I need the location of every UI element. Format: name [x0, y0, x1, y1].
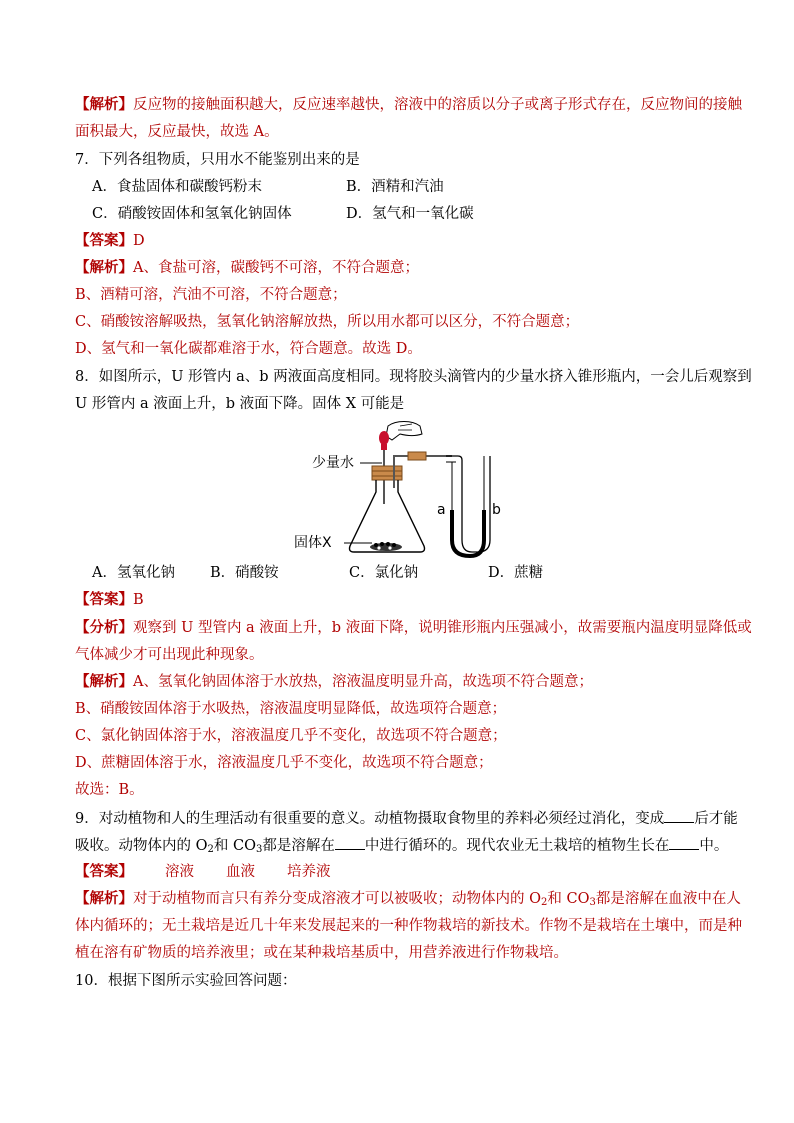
q8-option-b: B．硝酸铵 [210, 565, 279, 581]
q7-analysis-line1: 【解析】A、食盐可溶，碳酸钙不可溶，不符合题意； [75, 259, 419, 276]
q8-analysis-line2: B、硝酸铵固体溶于水吸热，溶液温度明显降低，故选项符合题意； [75, 701, 507, 717]
analysis-tag: 【解析】 [75, 259, 133, 276]
q9-analysis-line3: 植在溶有矿物质的培养液里；或在某种栽培基质中，用营养液进行作物栽培。 [75, 945, 568, 961]
q6-analysis-line2: 面积最大，反应最快，故选 A。 [75, 124, 279, 140]
hand-illustration [386, 422, 422, 441]
q7-option-d: D．氢气和一氧化碳 [346, 206, 474, 222]
q8-stem-line1: 8．如图所示，U 形管内 a、b 两液面高度相同。现将胶头滴管内的少量水挤入锥形瓶内，一会儿后观察到 [75, 369, 752, 385]
q8-option-a: A．氢氧化钠 [92, 565, 175, 581]
q7-analysis-line3: C、硝酸铵溶解吸热，氢氧化钠溶解放热，所以用水都可以区分，不符合题意； [75, 314, 580, 330]
analysis-tag: 【解析】 [75, 890, 133, 907]
solid-x-pile [370, 542, 402, 551]
q7-analysis-line4: D、氢气和一氧化碳都难溶于水，符合题意。故选 D。 [75, 341, 422, 357]
rubber-connector [408, 452, 426, 460]
q7-stem: 7．下列各组物质，只用水不能鉴别出来的是 [75, 152, 360, 168]
q8-analysis-line4: D、蔗糖固体溶于水，溶液温度几乎不变化，故选项不符合题意； [75, 755, 493, 771]
q8-option-c: C．氯化钠 [349, 565, 419, 581]
q7-option-a: A．食盐固体和碳酸钙粉末 [92, 179, 262, 195]
blank-3 [669, 835, 699, 850]
q9-analysis-line2: 体内循环的；无土栽培是近几十年来发展起来的一种作物栽培的新技术。作物不是栽培在土壤中，而是种 [75, 918, 742, 934]
q7-option-b: B．酒精和汽油 [346, 179, 444, 195]
q7-option-c: C．硝酸铵固体和氢氧化钠固体 [92, 206, 292, 222]
q9-analysis-line1: 【解析】对于动植物而言只有养分变成溶液才可以被吸收；动物体内的 $O_2$和 $CO_3$都是溶解在血液中在人 [75, 890, 741, 908]
q8-analysis-line1: 【解析】A、氢氧化钠固体溶于水放热，溶液温度明显升高，故选项不符合题意； [75, 673, 593, 690]
blank-2 [335, 835, 365, 850]
q8-option-d: D．蔗糖 [488, 565, 544, 581]
q9-stem-line2: 吸收。动物体内的 $O_2$和 $CO_3$都是溶解在 中进行循环的。现代农业无土栽培的植物生长在 中。 [75, 835, 725, 860]
q6-analysis-line1: 【解析】反应物的接触面积越大，反应速率越快，溶液中的溶质以分子或离子形式存在，反应物间的接触 [75, 96, 742, 113]
q8-fenxi-line1: 【分析】观察到 U 型管内 a 液面上升，b 液面下降，说明锥形瓶内压强减小，故需要瓶内温度明显降低或 [75, 619, 752, 636]
conical-flask [350, 480, 425, 552]
dropper-neck [381, 444, 387, 450]
q9-answer: 【答案】 溶液 血液 培养液 [75, 863, 331, 880]
answer-tag: 【答案】 [75, 591, 133, 608]
analysis-tag: 【解析】 [75, 96, 133, 113]
label-solid-x: 固体X [294, 535, 332, 551]
u-tube-liquid [452, 510, 484, 556]
q10-stem: 10．根据下图所示实验回答问题： [75, 973, 297, 989]
q8-fenxi-line2: 气体减少才可出现此种现象。 [75, 647, 264, 663]
q7-analysis-line2: B、酒精可溶，汽油不可溶，不符合题意； [75, 287, 347, 303]
q8-stem-line2: U 形管内 a 液面上升，b 液面下降。固体 X 可能是 [75, 396, 405, 412]
label-water: 少量水 [312, 455, 354, 471]
q8-analysis-line3: C、氯化钠固体溶于水，溶液温度几乎不变化，故选项不符合题意； [75, 728, 507, 744]
answer-tag: 【答案】 [75, 863, 133, 880]
label-b: b [492, 502, 501, 518]
label-a: a [437, 502, 446, 518]
dropper-bulb [379, 431, 389, 445]
q9-stem-line1: 9．对动植物和人的生理活动有很重要的意义。动植物摄取食物里的养料必须经过消化，变成 后才能 [75, 808, 725, 829]
analysis-tag: 【解析】 [75, 673, 133, 690]
q8-apparatus-figure [294, 418, 520, 558]
q8-analysis-line5: 故选：B。 [75, 782, 144, 798]
flask-stopper [372, 466, 402, 480]
q8-answer: 【答案】B [75, 591, 144, 608]
q7-answer: 【答案】D [75, 232, 145, 249]
blank-1 [664, 808, 694, 823]
analysis2-tag: 【分析】 [75, 619, 133, 636]
answer-tag: 【答案】 [75, 232, 133, 249]
